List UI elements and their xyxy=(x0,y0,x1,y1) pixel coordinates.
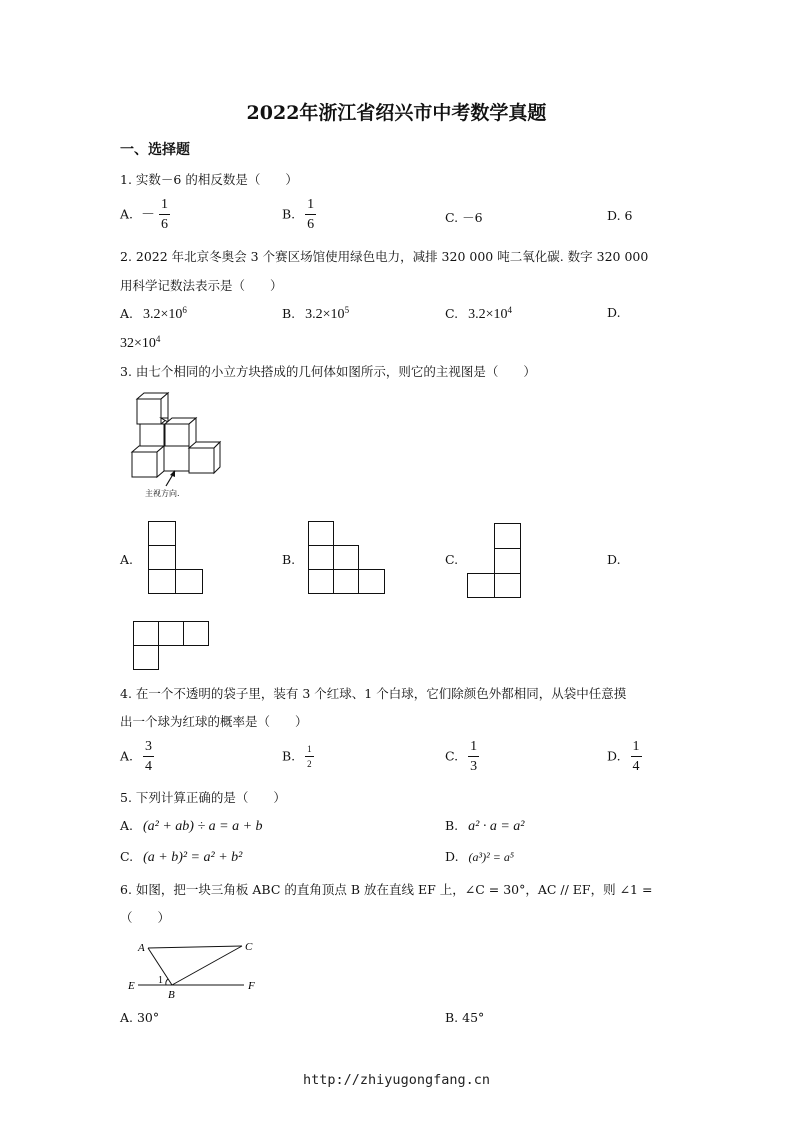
q4-option-d: D. $\frac{1}{4}$ xyxy=(607,739,640,774)
question-6-stem-line1: 6. 如图，把一块三角板 ABC 的直角顶点 B 放在直线 EF 上，∠C = 30°，AC // EF，则 ∠1 = xyxy=(120,882,653,897)
q5-option-c: C. (a + b)² = a² + b² xyxy=(120,849,243,865)
q2-option-d: $32\times 10^4$ xyxy=(120,334,161,352)
q1-option-a: A. － $\frac{1}{6}$ xyxy=(120,197,168,232)
label-b: B xyxy=(168,989,175,1001)
q1-option-c: C. －6 xyxy=(445,210,483,225)
q3-option-c-label: C. xyxy=(445,552,459,567)
question-2-stem-line1: 2. 2022 年北京冬奥会 3 个赛区场馆使用绿色电力，减排 320 000 吨二氧化碳. 数字 320 000 xyxy=(120,249,649,264)
q6-option-a: A. 30° xyxy=(120,1010,160,1025)
label-a: A xyxy=(138,942,145,954)
label-e: E xyxy=(128,980,135,992)
footer-url[interactable]: http://zhiyugongfang.cn xyxy=(303,1072,490,1088)
q3-option-a-label: A. xyxy=(120,552,134,567)
q2-option-b: B. $3.2\times 10^5$ xyxy=(282,305,350,323)
q4-option-a: A. $\frac{3}{4}$ xyxy=(120,739,152,774)
q2-option-a: A. $3.2\times 10^6$ xyxy=(120,305,187,323)
page-title: 2022年浙江省绍兴市中考数学真题 xyxy=(246,102,547,124)
q2-option-c: C. $3.2\times 10^4$ xyxy=(445,305,512,323)
q3-option-d-figure xyxy=(133,621,213,671)
q3-option-b-label: B. xyxy=(282,552,296,567)
q5-option-b: B. a² · a = a² xyxy=(445,818,525,834)
q4-option-b: B. $\frac{1}{2}$ xyxy=(282,744,312,769)
q1-option-b: B. $\frac{1}{6}$ xyxy=(282,197,315,232)
angle-1-arc xyxy=(166,979,168,985)
question-4-stem-line1: 4. 在一个不透明的袋子里，装有 3 个红球、1 个白球，它们除颜色外都相同，从袋中任意摸 xyxy=(120,686,627,701)
q3-option-d-label: D. xyxy=(607,552,621,567)
q3-option-a-figure xyxy=(148,521,204,594)
q1-b-fraction: $\frac{1}{6}$ xyxy=(307,197,315,232)
q1-a-fraction: $\frac{1}{6}$ xyxy=(160,197,168,232)
q4-option-c: C. $\frac{1}{3}$ xyxy=(445,739,478,774)
q3-option-c-figure xyxy=(467,523,523,599)
question-1-stem: 1. 实数－6 的相反数是（ ） xyxy=(120,172,298,187)
question-5-stem: 5. 下列计算正确的是（ ） xyxy=(120,790,286,805)
triangle-figure xyxy=(126,938,266,1002)
label-f: F xyxy=(248,980,255,992)
question-4-stem-line2: 出一个球为红球的概率是（ ） xyxy=(120,714,308,729)
label-c: C xyxy=(245,941,253,953)
q2-option-d-label: D. xyxy=(607,305,621,320)
question-2-stem-line2: 用科学记数法表示是（ ） xyxy=(120,278,283,293)
q5-option-a: A. (a² + ab) ÷ a = a + b xyxy=(120,818,263,834)
q6-option-b: B. 45° xyxy=(445,1010,485,1025)
question-3-stem: 3. 由七个相同的小立方块搭成的几何体如图所示，则它的主视图是（ ） xyxy=(120,364,536,379)
segment-ac xyxy=(148,946,242,948)
q3-option-b-figure xyxy=(308,521,388,594)
cube-stack-figure xyxy=(128,392,228,502)
label-angle-1: 1 xyxy=(158,975,163,986)
question-6-stem-line2: （ ） xyxy=(120,910,171,925)
figure-caption: 主视方向. xyxy=(145,489,180,498)
q1-option-d: D. 6 xyxy=(607,208,633,223)
section-heading: 一、选择题 xyxy=(120,142,190,158)
q5-option-d: D. (a³)² = a⁵ xyxy=(445,849,515,864)
segment-bc xyxy=(172,946,242,985)
